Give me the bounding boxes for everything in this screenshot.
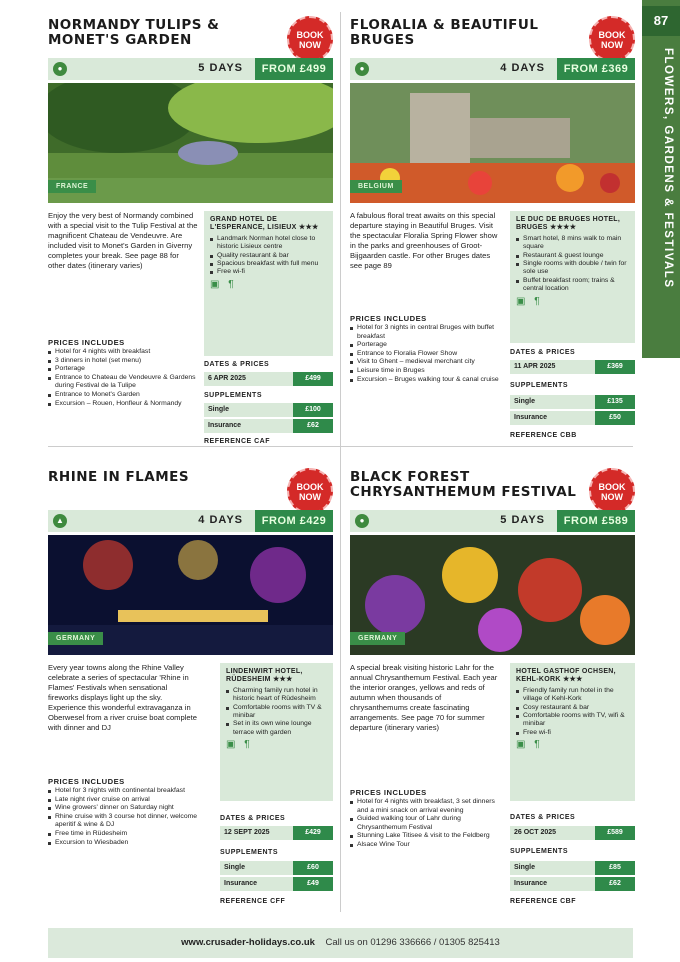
date-value: 11 APR 2025 xyxy=(514,363,556,370)
supplement-label: Single xyxy=(224,864,246,871)
includes-heading: PRICES INCLUDES xyxy=(48,338,125,347)
supplements-heading: SUPPLEMENTS xyxy=(204,392,263,399)
list-item: Spacious breakfast with full menu xyxy=(210,260,327,268)
tour-days: 4 DAYS xyxy=(198,514,243,526)
supplement-label: Insurance xyxy=(208,422,242,429)
list-item: Set in its own wine lounge terrace with garden xyxy=(226,720,327,737)
date-value: 12 SEPT 2025 xyxy=(224,829,270,836)
amenity-icons: ▣ ¶ xyxy=(210,278,237,290)
list-item: Free wi-fi xyxy=(516,729,629,737)
footer-bar xyxy=(48,928,633,958)
list-item: Stunning Lake Titisee & visit to the Feldberg xyxy=(350,832,500,841)
tour-days: 4 DAYS xyxy=(500,62,545,74)
includes-list xyxy=(48,348,198,408)
supplement-value: £60 xyxy=(293,861,333,875)
list-item: Quality restaurant & bar xyxy=(210,252,327,260)
row-divider xyxy=(48,446,633,447)
tour-photo xyxy=(350,83,635,203)
list-item: Late night river cruise on arrival xyxy=(48,796,198,805)
includes-list xyxy=(350,324,500,384)
hotel-name: HOTEL GASTHOF OCHSEN, KEHL-KORK ★★★ xyxy=(516,668,616,684)
tour-title: RHINE IN FLAMES xyxy=(48,469,190,485)
country-label: GERMANY xyxy=(48,632,103,645)
list-item: Entrance to Monet's Garden xyxy=(48,391,198,400)
supplements-heading: SUPPLEMENTS xyxy=(510,848,569,855)
supplement-label: Insurance xyxy=(224,880,258,887)
date-value: 26 OCT 2025 xyxy=(514,829,557,836)
book-now-badge[interactable]: BOOK NOW xyxy=(287,16,333,62)
reference-code: REFERENCE CAF xyxy=(204,438,271,445)
page-number: 87 xyxy=(642,6,680,36)
date-price: £499 xyxy=(293,372,333,386)
date-value: 6 APR 2025 xyxy=(208,375,246,382)
supplement-label: Single xyxy=(208,406,230,413)
list-item: Friendly family run hotel in the village of Kehl-Kork xyxy=(516,687,629,704)
supplement-label: Insurance xyxy=(514,880,548,887)
hotel-box xyxy=(220,663,333,801)
list-item: Leisure time in Bruges xyxy=(350,367,500,376)
list-item: Comfortable rooms with TV & minibar xyxy=(226,704,327,721)
dates-heading: DATES & PRICES xyxy=(220,815,286,822)
date-price: £369 xyxy=(595,360,635,374)
hotel-name: GRAND HOTEL DE L'ESPERANCE, LISIEUX ★★★ xyxy=(210,216,319,232)
coach-icon: ● xyxy=(53,62,67,76)
supplement-row xyxy=(510,411,635,425)
tour-title: BLACK FOREST CHRYSANTHEMUM FESTIVAL xyxy=(350,469,577,500)
list-item: Guided walking tour of Lahr during Chrysanthemum Festival xyxy=(350,815,500,832)
list-item: Buffet breakfast room; trains & central location xyxy=(516,277,629,294)
list-item: Charming family run hotel in historic heart of Rüdesheim xyxy=(226,687,327,704)
book-now-badge[interactable]: BOOK NOW xyxy=(589,468,635,514)
tour-price: FROM £369 xyxy=(557,58,635,80)
dates-heading: DATES & PRICES xyxy=(510,349,576,356)
supplement-row xyxy=(204,403,333,417)
amenity-icons: ▣ ¶ xyxy=(516,739,543,751)
tour-price: FROM £499 xyxy=(255,58,333,80)
list-item: Cosy restaurant & bar xyxy=(516,704,629,712)
tour-card-rhine xyxy=(48,470,333,910)
dates-heading: DATES & PRICES xyxy=(204,361,270,368)
tour-description: A fabulous floral treat awaits on this special departure staying in Beautiful Bruges. Visit the spectacular Floralia Spring Flower show in the parks and greenhouses of Groot-Bijgaarden castle. For other Bruges dates see page 89 xyxy=(350,211,498,270)
tour-days: 5 DAYS xyxy=(500,514,545,526)
tour-card-floralia xyxy=(350,18,635,438)
list-item: Smart hotel, 8 mins walk to main square xyxy=(516,235,629,252)
tour-price: FROM £429 xyxy=(255,510,333,532)
tour-days: 5 DAYS xyxy=(198,62,243,74)
list-item: Entrance to Chateau de Vendeuvre & Gardens during Festival de la Tulipe xyxy=(48,374,198,391)
tour-photo xyxy=(350,535,635,655)
list-item: Hotel for 3 nights in central Bruges with buffet breakfast xyxy=(350,324,500,341)
list-item: Excursion to Wiesbaden xyxy=(48,839,198,848)
list-item: Hotel for 4 nights with breakfast xyxy=(48,348,198,357)
supplement-row xyxy=(204,419,333,433)
hotel-box xyxy=(510,663,635,801)
list-item: Visit to Ghent – medieval merchant city xyxy=(350,358,500,367)
hotel-box xyxy=(510,211,635,343)
list-item: Porterage xyxy=(48,365,198,374)
supplement-value: £85 xyxy=(595,861,635,875)
amenity-icons: ▣ ¶ xyxy=(226,739,253,751)
tour-title: FLORALIA & BEAUTIFUL BRUGES xyxy=(350,17,539,48)
tour-title: NORMANDY TULIPS & MONET'S GARDEN xyxy=(48,17,220,48)
supplement-row xyxy=(510,395,635,409)
list-item: Porterage xyxy=(350,341,500,350)
date-row xyxy=(510,360,635,374)
tour-bar xyxy=(350,510,635,532)
tour-photo xyxy=(48,83,333,203)
reference-code: REFERENCE CBF xyxy=(510,898,577,905)
list-item: Free time in Rüdesheim xyxy=(48,830,198,839)
includes-heading: PRICES INCLUDES xyxy=(350,314,427,323)
list-item: Excursion – Rouen, Honfleur & Normandy xyxy=(48,400,198,409)
coach-icon: ● xyxy=(355,514,369,528)
supplement-row xyxy=(510,861,635,875)
includes-heading: PRICES INCLUDES xyxy=(350,788,427,797)
tour-description: Enjoy the very best of Normandy combined with a special visit to the Tulip Festival at the magnificent Chateau de Vendeuvre. Are included visit to Monet's Garden in Giverny completes your break. See page 88 for other dates (itinerary varies) xyxy=(48,211,198,270)
supplement-value: £50 xyxy=(595,411,635,425)
date-price: £589 xyxy=(595,826,635,840)
list-item: Restaurant & guest lounge xyxy=(516,252,629,260)
reference-code: REFERENCE CBB xyxy=(510,432,577,439)
list-item: Hotel for 3 nights with continental breakfast xyxy=(48,787,198,796)
supplement-label: Insurance xyxy=(514,414,548,421)
supplement-value: £62 xyxy=(293,419,333,433)
date-row xyxy=(220,826,333,840)
tour-card-black-forest xyxy=(350,470,635,910)
list-item: Comfortable rooms with TV, wifi & minibar xyxy=(516,712,629,729)
coach-icon: ● xyxy=(355,62,369,76)
country-label: BELGIUM xyxy=(350,180,402,193)
supplement-value: £62 xyxy=(595,877,635,891)
phone-text: Call us on 01296 336666 / 01305 825413 xyxy=(325,937,500,948)
list-item: Entrance to Floralia Flower Show xyxy=(350,350,500,359)
list-item: Excursion – Bruges walking tour & canal cruise xyxy=(350,376,500,385)
tour-description: A special break visiting historic Lahr for the annual Chrysanthemum Festival. Each year the interior oranges, yellows and reds of autumn when thousands of chrysanthemums create fascinating arrangements. See page 70 for summer departure (itinerary varies) xyxy=(350,663,498,732)
list-item: Alsace Wine Tour xyxy=(350,841,500,850)
section-label: FLOWERS, GARDENS & FESTIVALS xyxy=(662,48,674,289)
supplement-value: £100 xyxy=(293,403,333,417)
ship-icon: ▲ xyxy=(53,514,67,528)
list-item: Rhine cruise with 3 course hot dinner, welcome aperitif & wine & DJ xyxy=(48,813,198,830)
includes-heading: PRICES INCLUDES xyxy=(48,777,125,786)
tour-bar xyxy=(350,58,635,80)
list-item: 3 dinners in hotel (set menu) xyxy=(48,357,198,366)
list-item: Wine growers' dinner on Saturday night xyxy=(48,804,198,813)
tour-photo xyxy=(48,535,333,655)
hotel-name: LINDENWIRT HOTEL, RÜDESHEIM ★★★ xyxy=(226,668,303,684)
hotel-name: LE DUC DE BRUGES HOTEL, BRUGES ★★★★ xyxy=(516,216,621,232)
supplement-row xyxy=(220,877,333,891)
country-label: FRANCE xyxy=(48,180,96,193)
supplement-value: £135 xyxy=(595,395,635,409)
supplement-row xyxy=(510,877,635,891)
tour-description: Every year towns along the Rhine Valley celebrate a series of spectacular 'Rhine in Flames' Festivals when sensational fireworks displays light up the sky. Experience this wonderful extravaganza in Oberwesel from a river cruise boat complete with dinner and DJ xyxy=(48,663,197,732)
supplement-label: Single xyxy=(514,398,536,405)
country-label: GERMANY xyxy=(350,632,405,645)
supplement-value: £49 xyxy=(293,877,333,891)
includes-list xyxy=(48,787,198,847)
website-link[interactable]: www.crusader-holidays.co.uk xyxy=(181,937,315,948)
list-item: Landmark Norman hotel close to historic Lisieux centre xyxy=(210,235,327,252)
book-now-badge[interactable]: BOOK NOW xyxy=(589,16,635,62)
list-item: Free wi-fi xyxy=(210,268,327,276)
list-item: Hotel for 4 nights with breakfast, 3 set dinners and a mini snack on arrival evening xyxy=(350,798,500,815)
hotel-box xyxy=(204,211,333,356)
supplement-row xyxy=(220,861,333,875)
tour-card-normandy xyxy=(48,17,333,445)
supplements-heading: SUPPLEMENTS xyxy=(220,849,279,856)
list-item: Single rooms with double / twin for sole use xyxy=(516,260,629,277)
dates-heading: DATES & PRICES xyxy=(510,814,576,821)
tour-price: FROM £589 xyxy=(557,510,635,532)
amenity-icons: ▣ ¶ xyxy=(516,295,543,307)
tour-bar xyxy=(48,510,333,532)
date-row xyxy=(510,826,635,840)
column-divider xyxy=(340,12,341,912)
includes-list xyxy=(350,798,500,850)
tour-bar xyxy=(48,58,333,80)
book-now-badge[interactable]: BOOK NOW xyxy=(287,468,333,514)
reference-code: REFERENCE CFF xyxy=(220,898,286,905)
supplement-label: Single xyxy=(514,864,536,871)
supplements-heading: SUPPLEMENTS xyxy=(510,382,569,389)
date-row xyxy=(204,372,333,386)
date-price: £429 xyxy=(293,826,333,840)
section-tab xyxy=(642,0,680,358)
